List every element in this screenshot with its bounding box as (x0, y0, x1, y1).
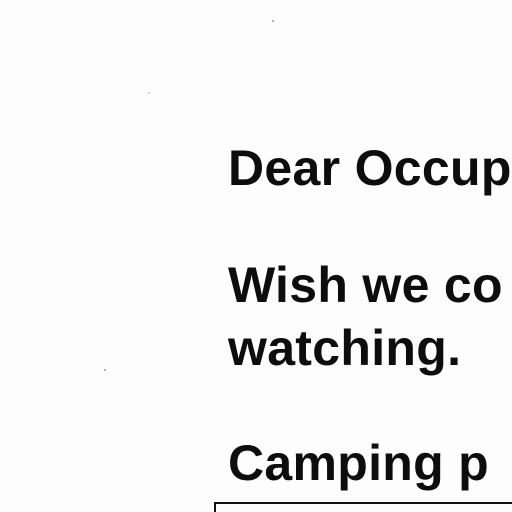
scan-speck (272, 20, 274, 22)
greeting-line: Dear Occup (228, 140, 512, 196)
message-line-1: Wish we co (228, 257, 503, 313)
scan-speck (104, 369, 106, 371)
bordered-box-edge (214, 502, 512, 512)
message-line-2: watching. (228, 320, 462, 376)
section-heading: Camping p (228, 435, 490, 491)
scan-speck (148, 92, 150, 94)
